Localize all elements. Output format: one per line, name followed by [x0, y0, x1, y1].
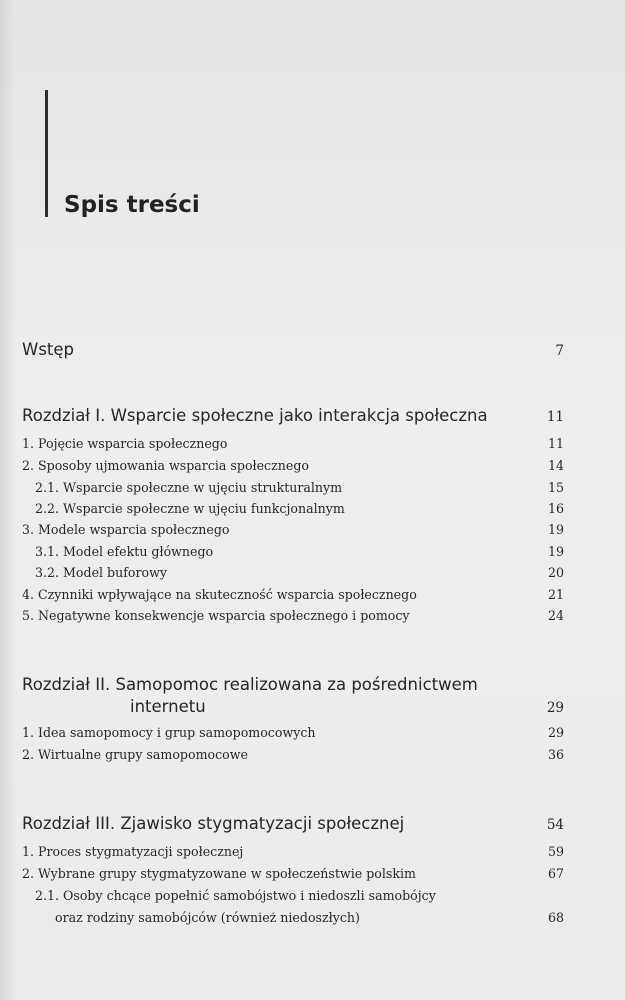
- toc-chapter-page: 54: [546, 817, 564, 833]
- toc-item-page: 67: [547, 866, 564, 881]
- toc-entry-page: 7: [555, 343, 564, 359]
- toc-item-label: oraz rodziny samobójców (również niedoszłych): [55, 910, 360, 925]
- toc-item-label: 5. Negatywne konsekwencje wsparcia społecznego i pomocy: [22, 608, 410, 623]
- toc-chapter-label: Rozdział III. Zjawisko stygmatyzacji społecznej: [22, 814, 405, 833]
- toc-chapter-2: [22, 675, 564, 694]
- toc-item-label: 3.2. Model buforowy: [35, 565, 167, 580]
- toc-item-label: 3. Modele wsparcia społecznego: [22, 522, 230, 537]
- toc-item-page: 19: [547, 544, 564, 559]
- toc-item-label: 2.2. Wsparcie społeczne w ujęciu funkcjonalnym: [35, 501, 345, 516]
- toc-chapter-page: 29: [546, 700, 564, 716]
- toc-item: [22, 725, 564, 740]
- toc-item-label: 2.1. Osoby chcące popełnić samobójstwo i niedoszli samobójcy: [35, 888, 436, 903]
- toc-chapter-label: Rozdział II. Samopomoc realizowana za pośrednictwem: [22, 675, 478, 694]
- toc-item: [22, 608, 564, 623]
- toc-chapter-page: 11: [546, 409, 564, 425]
- toc-item-page: 68: [547, 910, 564, 925]
- toc-subitem: [22, 888, 564, 903]
- toc-item-label: 1. Idea samopomocy i grup samopomocowych: [22, 725, 316, 740]
- toc-item-label: 1. Pojęcie wsparcia społecznego: [22, 436, 228, 451]
- toc-item-page: 21: [547, 587, 564, 602]
- toc-subitem: [22, 480, 564, 495]
- title-vertical-rule: [45, 90, 48, 217]
- toc-item-page: 36: [547, 747, 564, 762]
- toc-item: [22, 587, 564, 602]
- toc-item: [22, 458, 564, 473]
- toc-item: [22, 436, 564, 451]
- toc-item-label: 1. Proces stygmatyzacji społecznej: [22, 844, 244, 859]
- toc-item-label: 4. Czynniki wpływające na skuteczność wsparcia społecznego: [22, 587, 417, 602]
- toc-item-label: 2. Sposoby ujmowania wsparcia społecznego: [22, 458, 309, 473]
- toc-subitem: [22, 565, 564, 580]
- toc-item: [22, 866, 564, 881]
- page-edge-shadow: [0, 0, 16, 1000]
- toc-item: [22, 747, 564, 762]
- toc-item: [22, 844, 564, 859]
- toc-item-label: 2. Wirtualne grupy samopomocowe: [22, 747, 248, 762]
- toc-chapter-2-continuation: [130, 697, 564, 716]
- toc-subitem-continuation: [55, 910, 564, 925]
- toc-item-page: 14: [547, 458, 564, 473]
- toc-item-label: 3.1. Model efektu głównego: [35, 544, 214, 559]
- toc-chapter-3: [22, 814, 564, 833]
- toc-item-page: 20: [547, 565, 564, 580]
- toc-chapter-label: Rozdział I. Wsparcie społeczne jako interakcja społeczna: [22, 406, 488, 425]
- toc-item: [22, 522, 564, 537]
- toc-chapter-label-continuation: internetu: [130, 697, 206, 716]
- toc-subitem: [22, 544, 564, 559]
- toc-entry-label: Wstęp: [22, 340, 75, 359]
- toc-item-page: 11: [547, 436, 564, 451]
- toc-item-page: 59: [547, 844, 564, 859]
- page-title: Spis treści: [64, 192, 200, 218]
- toc-item-label: 2. Wybrane grupy stygmatyzowane w społeczeństwie polskim: [22, 866, 416, 881]
- toc-item-page: 29: [547, 725, 564, 740]
- toc-item-page: 19: [547, 522, 564, 537]
- toc-item-page: 24: [547, 608, 564, 623]
- toc-chapter-1: [22, 406, 564, 425]
- toc-subitem: [22, 501, 564, 516]
- toc-item-page: 16: [547, 501, 564, 516]
- toc-item-label: 2.1. Wsparcie społeczne w ujęciu strukturalnym: [35, 480, 343, 495]
- toc-item-page: 15: [547, 480, 564, 495]
- toc-entry-intro: [22, 340, 564, 359]
